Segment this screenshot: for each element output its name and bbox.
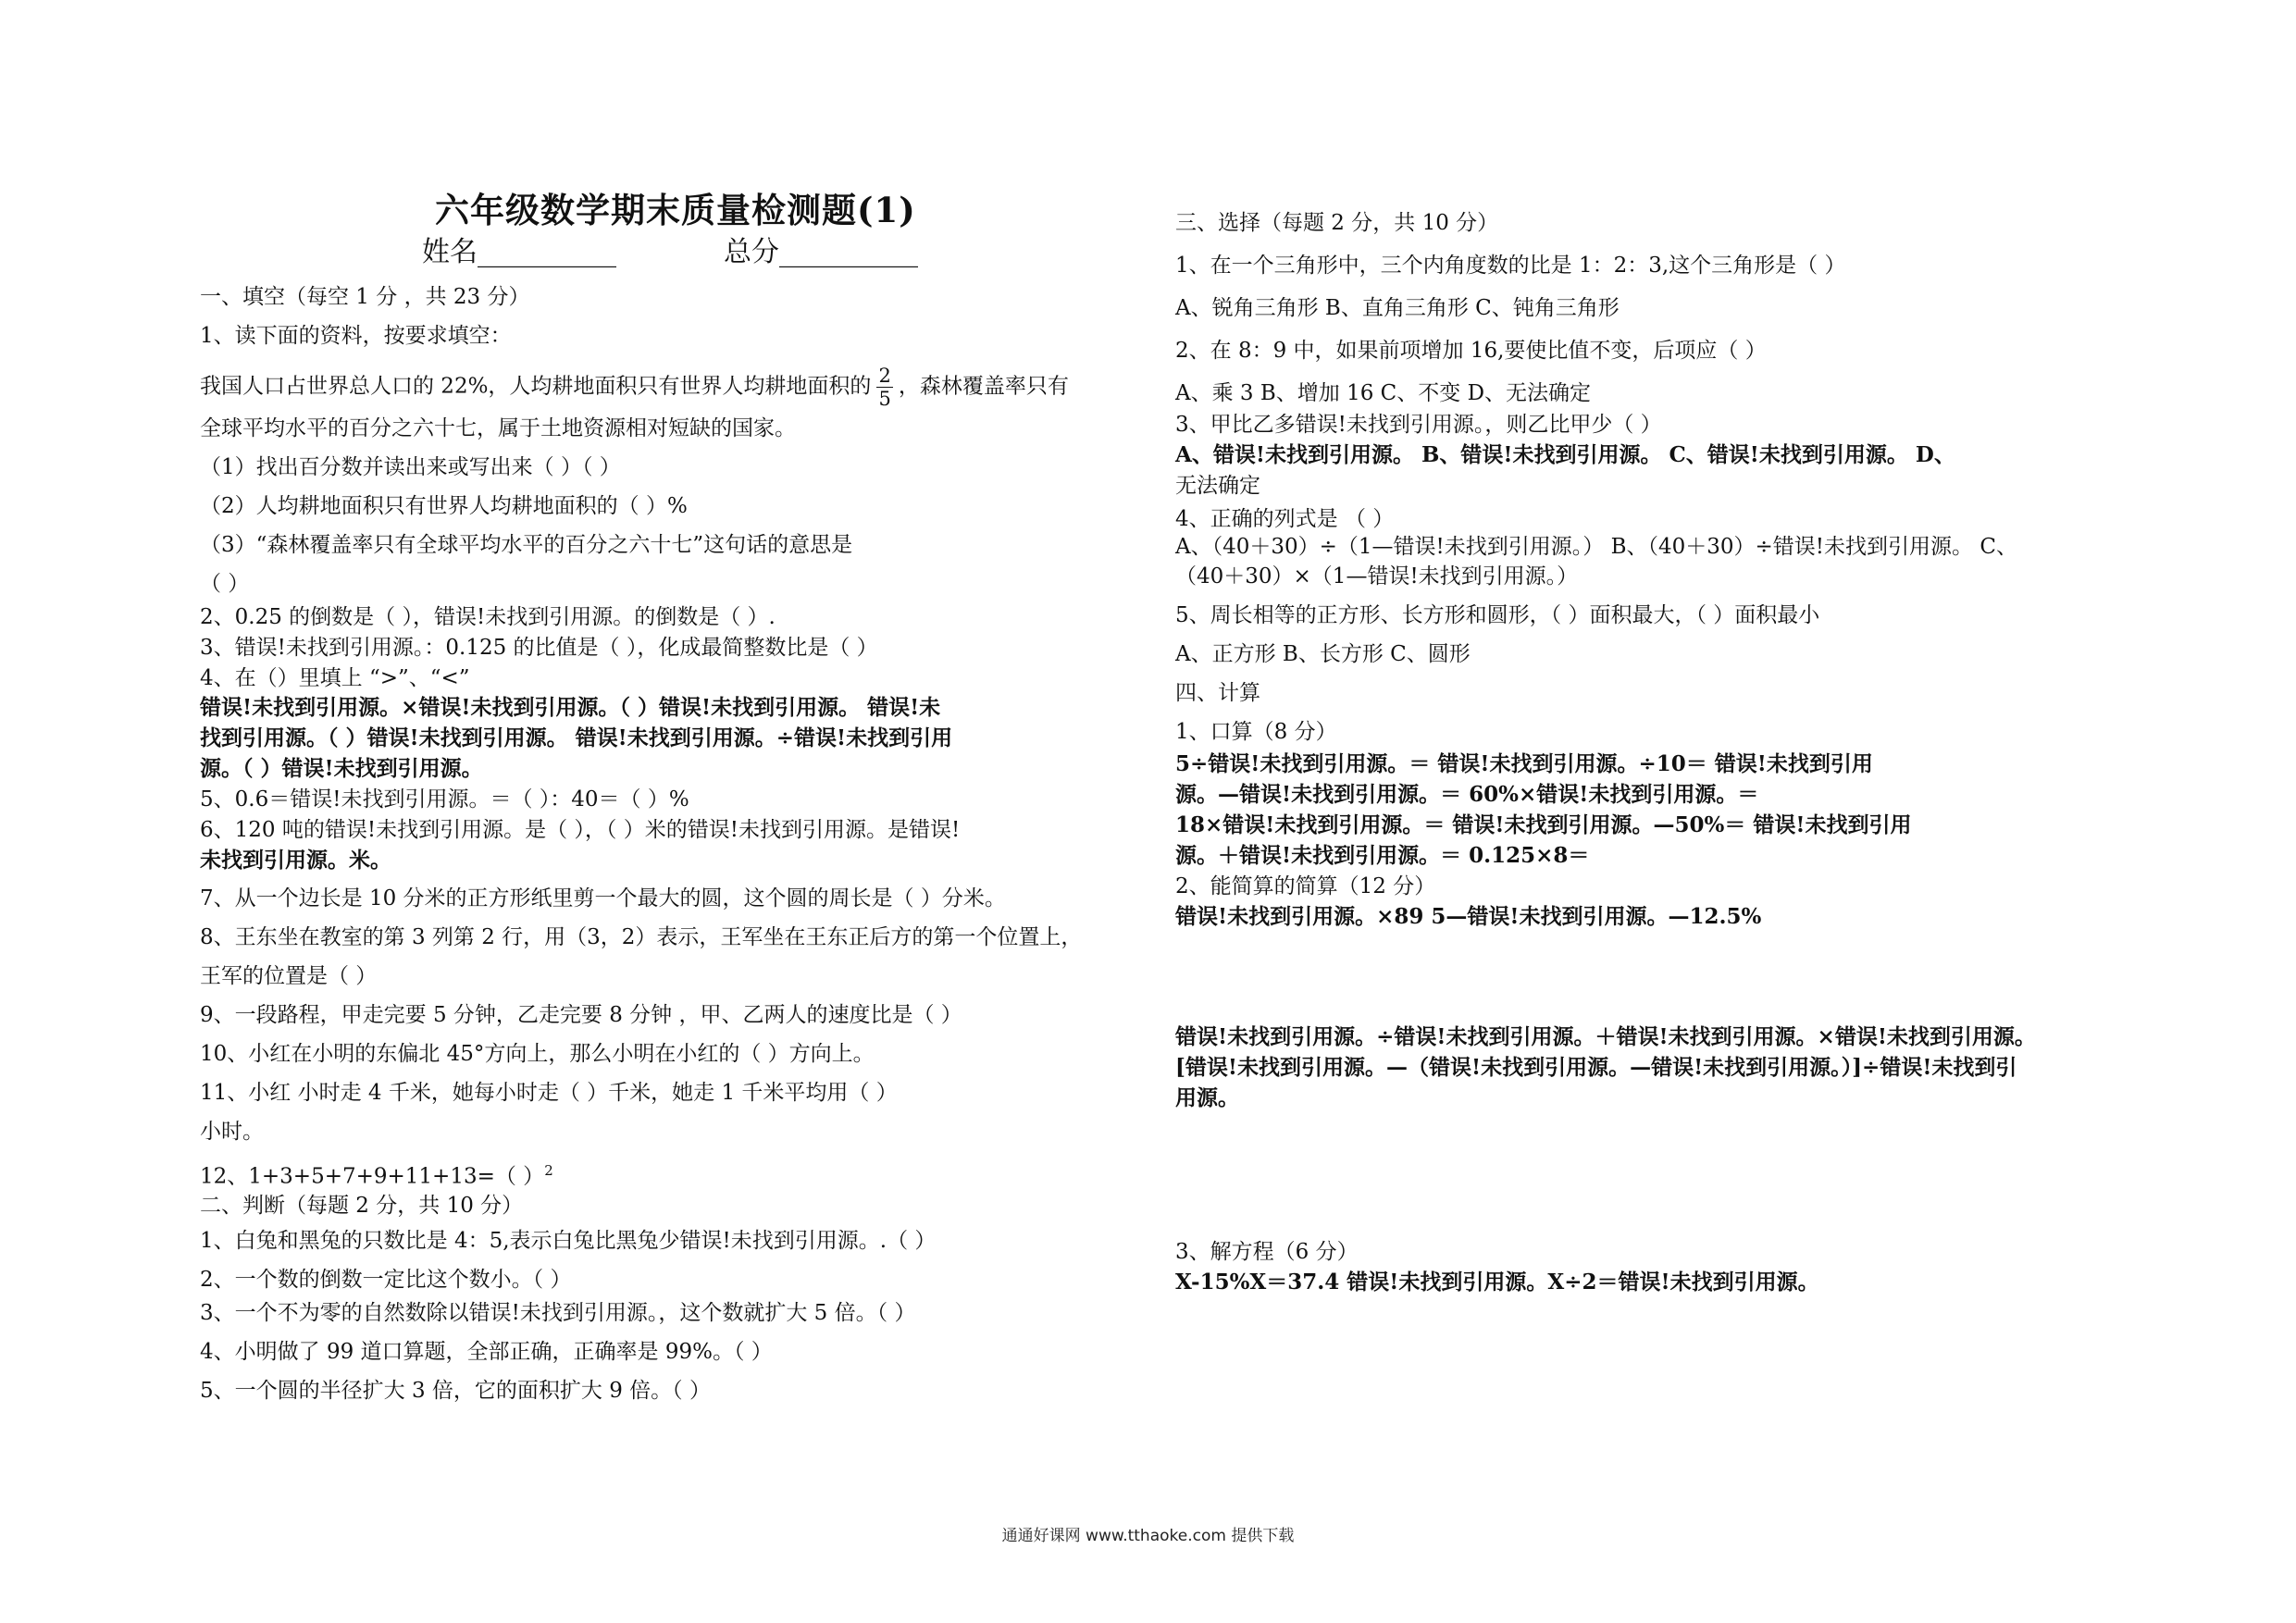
calc-simplify-line3: [错误!未找到引用源。—（错误!未找到引用源。—错误!未找到引用源。）]÷错误!未找到引 (1175, 1055, 2017, 1080)
choice-3-options-line2: 无法确定 (1175, 474, 1260, 498)
fraction-two-fifths (876, 365, 892, 410)
question-12-text: 12、1+3+5+7+9+11+13=（ ） (200, 1164, 545, 1189)
calc-simplify-line2: 错误!未找到引用源。÷错误!未找到引用源。＋错误!未找到引用源。×错误!未找到引用源。 (1175, 1024, 2036, 1049)
choice-5: 5、周长相等的正方形、长方形和圆形，（ ）面积最大，（ ）面积最小 (1175, 603, 1820, 627)
question-4: 4、在（）里填上 “>”、“<” (200, 666, 470, 690)
calc-oral-line1: 5÷错误!未找到引用源。＝ 错误!未找到引用源。÷10＝ 错误!未找到引用 (1175, 751, 1873, 776)
calc-simplify-line4: 用源。 (1175, 1085, 1239, 1110)
choice-1: 1、在一个三角形中，三个内角度数的比是 1：2：3,这个三角形是（ ） (1175, 254, 1846, 278)
judge-5: 5、一个圆的半径扩大 3 倍，它的面积扩大 9 倍。（ ） (200, 1379, 711, 1403)
question-4-line3: 源。（ ）错误!未找到引用源。 (200, 756, 483, 781)
judge-2: 2、一个数的倒数一定比这个数小。（ ） (200, 1268, 572, 1292)
question-10: 10、小红在小明的东偏北 45°方向上，那么小明在小红的（ ）方向上。 (200, 1042, 875, 1066)
calc-oral-line2: 源。—错误!未找到引用源。＝ 60%×错误!未找到引用源。＝ (1175, 782, 1759, 807)
question-12-exponent: 2 (544, 1162, 553, 1179)
choice-5-options: A、正方形 B、长方形 C、圆形 (1175, 642, 1471, 666)
question-5: 5、0.6＝错误!未找到引用源。＝（ ）：40＝（ ）% (200, 787, 689, 812)
question-1-text-line1 (200, 365, 1069, 410)
choice-3: 3、甲比乙多错误!未找到引用源。，则乙比甲少（ ） (1175, 413, 1662, 437)
name-field: 姓名__________ (422, 236, 616, 268)
section-fill-blank: 一、填空（每空 1 分 ，共 23 分） (200, 285, 530, 309)
calc-oral-heading: 1、口算（8 分） (1175, 720, 1337, 744)
question-4-line2: 找到引用源。（ ）错误!未找到引用源。 错误!未找到引用源。÷错误!未找到引用 (200, 725, 953, 750)
footer-source: 通通好课网 www.tthaoke.com 提供下载 (1001, 1527, 1295, 1545)
question-1-text-a: 我国人口占世界总人口的 22%，人均耕地面积只有世界人均耕地面积的 (200, 374, 872, 399)
section-calculation: 四、计算 (1175, 681, 1260, 705)
question-1-sub1: （1）找出百分数并读出来或写出来（ ）（ ） (200, 455, 621, 479)
calc-simplify-line1: 错误!未找到引用源。×89 5—错误!未找到引用源。—12.5% (1175, 904, 1762, 929)
page-title: 六年级数学期末质量检测题(1) (435, 190, 916, 230)
score-field: 总分__________ (724, 236, 918, 268)
question-1-text-b: ，森林覆盖率只有 (898, 374, 1069, 399)
question-7: 7、从一个边长是 10 分米的正方形纸里剪一个最大的圆，这个圆的周长是（ ）分米。 (200, 886, 1006, 911)
calc-oral-line4: 源。＋错误!未找到引用源。＝ 0.125×8＝ (1175, 843, 1590, 868)
question-11-line1: 11、小红 小时走 4 千米，她每小时走（ ）千米，她走 1 千米平均用（ ） (200, 1081, 898, 1105)
question-8-line2: 王军的位置是（ ） (200, 964, 378, 988)
calc-oral-line3: 18×错误!未找到引用源。＝ 错误!未找到引用源。—50%＝ 错误!未找到引用 (1175, 812, 1912, 837)
choice-4-line2: （40＋30）×（1—错误!未找到引用源。） (1175, 564, 1579, 588)
judge-4: 4、小明做了 99 道口算题，全部正确，正确率是 99%。（ ） (200, 1340, 773, 1364)
question-2: 2、0.25 的倒数是（ ），错误!未找到引用源。的倒数是（ ）. (200, 605, 776, 629)
question-12 (200, 1157, 553, 1191)
question-4-line1: 错误!未找到引用源。×错误!未找到引用源。（ ）错误!未找到引用源。 错误!未 (200, 695, 941, 720)
question-1-text-line2: 全球平均水平的百分之六十七，属于土地资源相对短缺的国家。 (200, 416, 796, 440)
calc-equation-heading: 3、解方程（6 分） (1175, 1240, 1359, 1264)
judge-1: 1、白兔和黑兔的只数比是 4：5,表示白兔比黑兔少错误!未找到引用源。.（ ） (200, 1229, 937, 1253)
question-11-line2: 小时。 (200, 1120, 264, 1144)
question-1: 1、读下面的资料，按要求填空： (200, 324, 512, 348)
section-choice: 三、选择（每题 2 分，共 10 分） (1175, 211, 1499, 235)
question-6-line1: 6、120 吨的错误!未找到引用源。是（ ），（ ）米的错误!未找到引用源。是错误! (200, 818, 961, 842)
choice-2-options: A、乘 3 B、增加 16 C、不变 D、无法确定 (1175, 381, 1592, 405)
choice-1-options: A、锐角三角形 B、直角三角形 C、钝角三角形 (1175, 296, 1620, 320)
calc-equation-line1: X-15%X＝37.4 错误!未找到引用源。X÷2＝错误!未找到引用源。 (1175, 1270, 1819, 1295)
choice-3-options-line1: A、错误!未找到引用源。 B、错误!未找到引用源。 C、错误!未找到引用源。 D、 (1175, 442, 1955, 467)
question-9: 9、一段路程，甲走完要 5 分钟，乙走完要 8 分钟 ，甲、乙两人的速度比是（ ） (200, 1003, 962, 1027)
question-6-line2: 未找到引用源。米。 (200, 848, 391, 873)
choice-4: 4、正确的列式是 （ ） (1175, 507, 1395, 531)
judge-3: 3、一个不为零的自然数除以错误!未找到引用源。，这个数就扩大 5 倍。（ ） (200, 1301, 916, 1325)
question-1-sub3: （3）“森林覆盖率只有全球平均水平的百分之六十七”这句话的意思是 (200, 533, 853, 557)
question-8-line1: 8、王东坐在教室的第 3 列第 2 行，用（3，2）表示，王军坐在王东正后方的第一个位置上， (200, 925, 1083, 949)
question-3: 3、错误!未找到引用源。：0.125 的比值是（ ），化成最简整数比是（ ） (200, 636, 878, 660)
section-judge: 二、判断（每题 2 分，共 10 分） (200, 1194, 524, 1218)
calc-simplify-heading: 2、能简算的简算（12 分） (1175, 874, 1436, 898)
choice-4-line1: A、（40＋30）÷（1—错误!未找到引用源。） B、（40＋30）÷错误!未找到引用源。 C、 (1175, 535, 2017, 559)
choice-2: 2、在 8：9 中，如果前项增加 16,要使比值不变，后项应（ ） (1175, 339, 1767, 363)
question-1-sub2: （2）人均耕地面积只有世界人均耕地面积的（ ）% (200, 494, 688, 518)
fraction-numerator: 2 (878, 365, 891, 387)
question-1-sub3-blank: （ ） (200, 572, 250, 596)
fraction-denominator: 5 (878, 388, 891, 410)
